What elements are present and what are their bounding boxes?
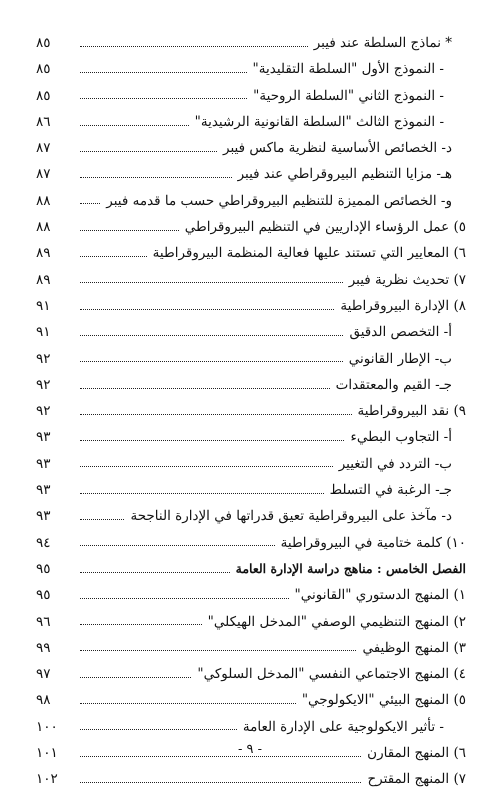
toc-entry [36,398,466,424]
toc-entry-page: ٩٤ [36,534,51,551]
toc-entry-title: ٦) المعايير التي تستند عليها فعالية المنظمة البيروقراطية [152,245,466,262]
toc-entry-page: ٩٣ [36,482,51,499]
page-number: - ٩ - [237,742,263,757]
toc-entry-page: ٨٦ [36,113,51,130]
toc-entry [36,503,466,529]
toc-entry [36,56,466,82]
toc-entry [36,451,466,477]
toc-entry [36,267,466,293]
toc-entry [36,346,466,372]
toc-entry [36,714,466,740]
toc-entry-title: الفصل الخامس : مناهج دراسة الإدارة العامة [235,560,466,576]
toc-entry-title: جـ- القيم والمعتقدات [335,376,452,393]
toc-entry-page: ٩٦ [36,613,51,630]
dot-leader [80,782,361,783]
toc-entry [36,214,466,240]
toc-entry-page: ٨٥ [36,61,51,78]
toc-entry-page: ٨٧ [36,166,51,183]
toc-entry [36,687,466,713]
toc-entry-page: ٩٢ [36,403,51,420]
dot-leader [80,361,343,362]
dot-leader [80,256,147,257]
toc-entry-title: هـ- مزايا التنظيم البيروقراطي عند فيبر [237,166,452,183]
toc-entry-page: ١٠٢ [36,771,58,788]
dot-leader [80,203,100,204]
toc-entry-title: - النموذج الثالث "السلطة القانونية الرشيدية" [194,113,444,130]
chapter-heading [36,556,466,582]
toc-entry-title: ب- التردد في التغيير [338,455,452,472]
dot-leader [80,466,333,467]
toc-entry [36,293,466,319]
toc-entry-page: ٩٣ [36,429,51,446]
dot-leader [80,440,344,441]
dot-leader [80,72,247,73]
toc-entry-title: - النموذج الأول "السلطة التقليدية" [252,61,444,78]
toc-entry [36,530,466,556]
dot-leader [80,335,343,336]
dot-leader [80,729,237,730]
toc-entry-page: ٩٥ [36,560,51,577]
toc-entry-page: ٩٣ [36,508,51,525]
toc-entry-title: ٤) المنهج الاجتماعي النفسي "المدخل السلوكي" [197,666,466,683]
toc-entry [36,83,466,109]
toc-entry-title: ب- الإطار القانوني [348,350,452,367]
dot-leader [80,572,230,573]
toc-entry [36,609,466,635]
toc-entry-title: ١٠) كلمة ختامية في البيروقراطية [280,534,466,551]
toc-entry-page: ٨٨ [36,192,51,209]
dot-leader [80,98,247,99]
toc-entry-page: ١٠١ [36,745,58,762]
toc-entry-page: ٩١ [36,297,51,314]
toc-entry-title: ٥) المنهج البيئي "الايكولوجي" [301,692,466,709]
dot-leader [80,650,356,651]
toc-entry [36,135,466,161]
toc-entry-page: ٩١ [36,324,51,341]
table-of-contents [36,30,466,793]
toc-entry [36,30,466,56]
toc-entry [36,661,466,687]
dot-leader [80,677,191,678]
toc-entry-title: أ- التجاوب البطيء [350,429,452,446]
toc-entry [36,424,466,450]
toc-entry [36,372,466,398]
toc-entry-page: ٩٣ [36,455,51,472]
toc-entry-page: ٨٨ [36,219,51,236]
dot-leader [80,703,296,704]
toc-entry [36,240,466,266]
dot-leader [80,151,217,152]
dot-leader [80,282,343,283]
toc-entry-title: ٢) المنهج التنظيمي الوصفي "المدخل الهيكلي" [207,613,466,630]
toc-entry-title: أ- التخصص الدقيق [349,324,452,341]
toc-entry [36,109,466,135]
toc-entry-title: ٣) المنهج الوظيفي [362,639,466,656]
toc-entry-title: ٧) المنهج المقترح [367,771,466,788]
toc-entry-title: د- مآخذ على البيروقراطية تعيق قدراتها في الإدارة الناجحة [130,508,452,525]
dot-leader [80,624,202,625]
dot-leader [80,545,275,546]
dot-leader [80,519,124,520]
toc-entry-title: ٥) عمل الرؤساء الإداريين في التنظيم البيروقراطي [184,219,466,236]
dot-leader [80,230,179,231]
dot-leader [80,493,324,494]
toc-entry-page: ٨٧ [36,140,51,157]
toc-entry [36,635,466,661]
toc-entry [36,161,466,187]
toc-entry-title: * نماذج السلطة عند فيبر [313,35,452,51]
dot-leader [80,177,232,178]
toc-entry-page: ٩٢ [36,350,51,367]
toc-entry [36,188,466,214]
toc-entry-page: ٨٩ [36,271,51,288]
toc-entry-title: - تأثير الايكولوجية على الإدارة العامة [242,718,444,735]
toc-entry-page: ٩٢ [36,376,51,393]
toc-entry-page: ٨٩ [36,245,51,262]
toc-entry-title: ٦) المنهج المقارن [367,745,466,762]
toc-entry-page: ٩٨ [36,692,51,709]
toc-entry-page: ١٠٠ [36,718,58,735]
toc-entry-page: ٨٥ [36,87,51,104]
toc-entry-title: ١) المنهج الدستوري "القانوني" [294,587,466,604]
dot-leader [80,388,330,389]
dot-leader [80,414,352,415]
toc-entry [36,766,466,792]
toc-entry-title: و- الخصائص المميزة للتنظيم البيروقراطي حسب ما قدمه فيبر [106,192,452,209]
toc-entry-title: جـ- الرغبة في التسلط [329,482,452,499]
toc-entry-page: ٨٥ [36,35,51,51]
toc-entry [36,319,466,345]
toc-entry-title: د- الخصائص الأساسية لنظرية ماكس فيبر [223,140,452,157]
dot-leader [80,46,308,47]
toc-entry-page: ٩٩ [36,639,51,656]
dot-leader [80,125,189,126]
toc-entry-title: ٨) الإدارة البيروقراطية [340,297,466,314]
toc-entry-title: ٧) تحديث نظرية فيبر [348,271,466,288]
toc-entry [36,477,466,503]
toc-entry-page: ٩٧ [36,666,51,683]
toc-entry-title: ٩) نقد البيروقراطية [357,403,466,420]
dot-leader [80,309,334,310]
dot-leader [80,598,289,599]
toc-entry-page: ٩٥ [36,587,51,604]
toc-entry [36,582,466,608]
toc-entry-title: - النموذج الثاني "السلطة الروحية" [253,87,444,104]
